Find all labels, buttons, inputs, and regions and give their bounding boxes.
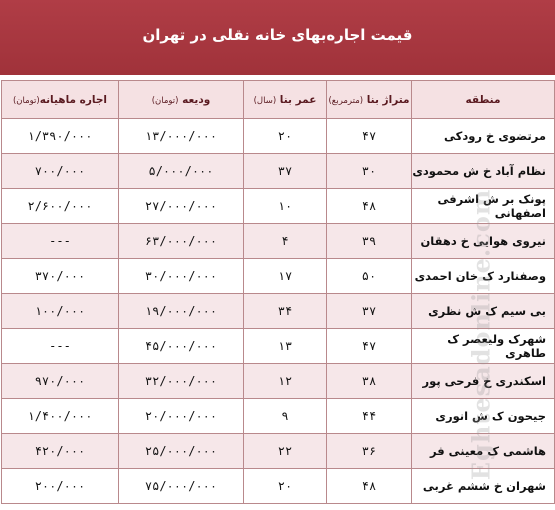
cell-region: مرتضوی خ رودکی: [412, 119, 555, 154]
cell-area: ۵۰: [327, 259, 412, 294]
cell-age: ۹: [244, 399, 327, 434]
cell-deposit: ۶۳/۰۰۰/۰۰۰: [119, 224, 244, 259]
cell-age: ۲۰: [244, 469, 327, 504]
cell-area: ۳۹: [327, 224, 412, 259]
table-header-row: [2, 81, 555, 119]
table-row: [2, 399, 555, 434]
cell-deposit: ۳۰/۰۰۰/۰۰۰: [119, 259, 244, 294]
table-row: [2, 154, 555, 189]
table-row: [2, 119, 555, 154]
cell-area: ۳۶: [327, 434, 412, 469]
cell-deposit: ۵/۰۰۰/۰۰۰: [119, 154, 244, 189]
cell-area: ۴۸: [327, 469, 412, 504]
cell-rent: ---: [2, 224, 119, 259]
cell-area: ۴۴: [327, 399, 412, 434]
cell-area: ۴۸: [327, 189, 412, 224]
cell-deposit: ۲۵/۰۰۰/۰۰۰: [119, 434, 244, 469]
column-header-age: عمر بنا (سال): [244, 81, 327, 119]
table-row: [2, 259, 555, 294]
cell-deposit: ۴۵/۰۰۰/۰۰۰: [119, 329, 244, 364]
cell-deposit: ۳۲/۰۰۰/۰۰۰: [119, 364, 244, 399]
cell-deposit: ۲۷/۰۰۰/۰۰۰: [119, 189, 244, 224]
cell-rent: ۹۷۰/۰۰۰: [2, 364, 119, 399]
cell-age: ۴: [244, 224, 327, 259]
cell-age: ۱۷: [244, 259, 327, 294]
cell-region: اسکندری خ فرحی پور: [412, 364, 555, 399]
cell-area: ۳۰: [327, 154, 412, 189]
cell-rent: ۱/۴۰۰/۰۰۰: [2, 399, 119, 434]
table-row: [2, 224, 555, 259]
cell-region: هاشمی ک معینی فر: [412, 434, 555, 469]
watermark-text: Eghtesadonline.com: [466, 188, 496, 481]
cell-region: پونک بر ش اشرفی اصفهانی: [412, 189, 555, 224]
cell-region: وصفنارد ک خان احمدی: [412, 259, 555, 294]
cell-age: ۱۲: [244, 364, 327, 399]
table-row: [2, 189, 555, 224]
cell-region: شهران خ ششم غربی: [412, 469, 555, 504]
table-body: [2, 119, 555, 504]
cell-rent: ۱/۳۹۰/۰۰۰: [2, 119, 119, 154]
cell-deposit: ۷۵/۰۰۰/۰۰۰: [119, 469, 244, 504]
cell-region: نیروی هوایی خ دهقان: [412, 224, 555, 259]
cell-region: شهرک ولیعصر ک طاهری: [412, 329, 555, 364]
cell-rent: ۲۰۰/۰۰۰: [2, 469, 119, 504]
cell-deposit: ۱۳/۰۰۰/۰۰۰: [119, 119, 244, 154]
cell-age: ۱۰: [244, 189, 327, 224]
column-header-deposit: ودیعه (تومان): [119, 81, 244, 119]
page-title: قیمت اجاره‌بهای خانه نقلی در تهران: [142, 26, 413, 44]
table-row: [2, 469, 555, 504]
cell-rent: ۲/۶۰۰/۰۰۰: [2, 189, 119, 224]
cell-rent: ۷۰۰/۰۰۰: [2, 154, 119, 189]
cell-age: ۲۰: [244, 119, 327, 154]
cell-region: بی سیم ک ش نظری: [412, 294, 555, 329]
cell-region: نظام آباد خ ش محمودی: [412, 154, 555, 189]
cell-deposit: ۱۹/۰۰۰/۰۰۰: [119, 294, 244, 329]
cell-area: ۳۸: [327, 364, 412, 399]
cell-region: جیحون ک ش انوری: [412, 399, 555, 434]
column-header-area: متراژ بنا (مترمربع): [327, 81, 412, 119]
cell-rent: ۳۷۰/۰۰۰: [2, 259, 119, 294]
title-banner: [0, 0, 555, 78]
column-header-rent: اجاره ماهیانه(تومان): [2, 81, 119, 119]
cell-area: ۳۷: [327, 294, 412, 329]
cell-age: ۳۴: [244, 294, 327, 329]
cell-area: ۴۷: [327, 119, 412, 154]
rent-table: [1, 80, 555, 504]
cell-rent: ۱۰۰/۰۰۰: [2, 294, 119, 329]
cell-rent: ۴۲۰/۰۰۰: [2, 434, 119, 469]
cell-rent: ---: [2, 329, 119, 364]
table-row: [2, 329, 555, 364]
cell-age: ۲۲: [244, 434, 327, 469]
cell-age: ۳۷: [244, 154, 327, 189]
table-row: [2, 294, 555, 329]
column-header-region: منطقه: [412, 81, 555, 119]
cell-age: ۱۳: [244, 329, 327, 364]
table-row: [2, 434, 555, 469]
cell-area: ۴۷: [327, 329, 412, 364]
cell-deposit: ۲۰/۰۰۰/۰۰۰: [119, 399, 244, 434]
table-row: [2, 364, 555, 399]
